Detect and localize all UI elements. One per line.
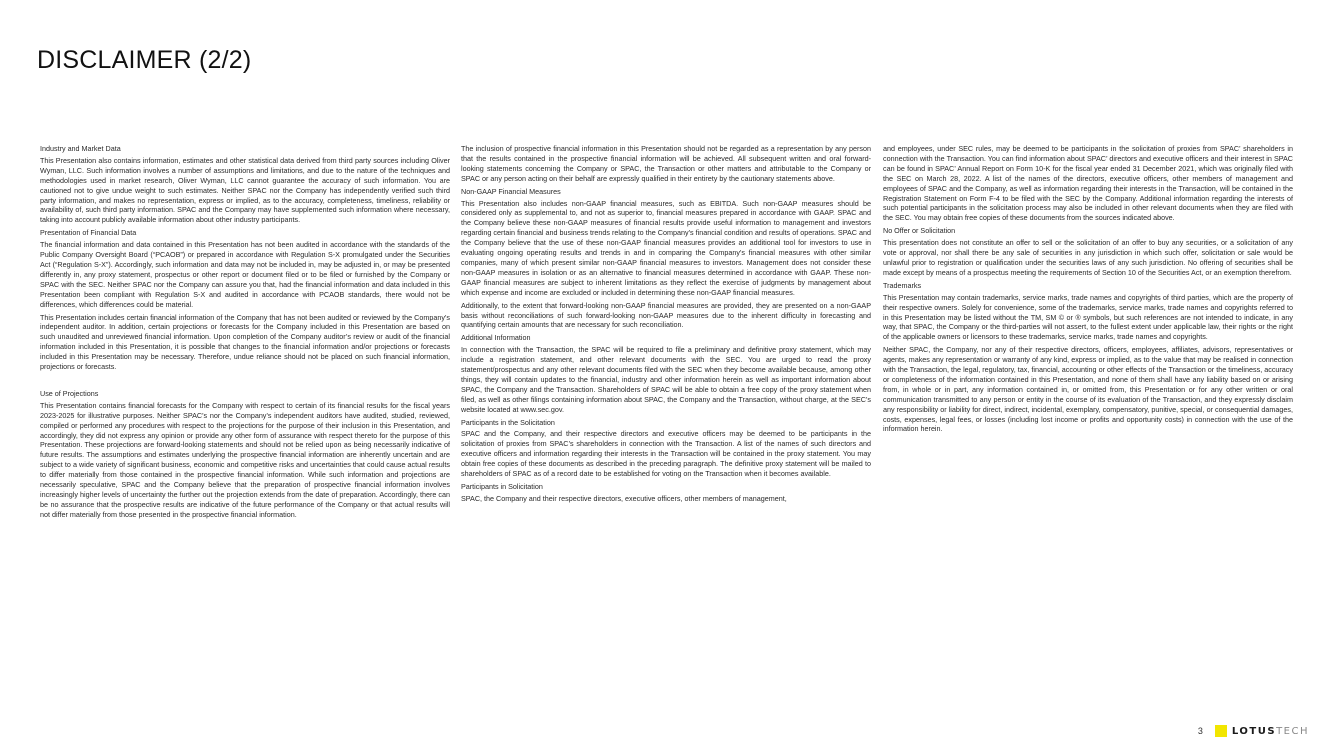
- section-heading-non-gaap: Non-GAAP Financial Measures: [461, 186, 561, 196]
- paragraph: Additionally, to the extent that forward-looking non-GAAP financial measures are provided, they are presented on a non-GAAP basis without reconciliations of such forward-looking non-GAAP measures due to the inherent difficulty in forecasting and quantifying certain amounts that are necessary for such reconciliation.: [461, 300, 871, 330]
- page-footer: [1198, 724, 1309, 738]
- paragraph: The inclusion of prospective financial information in this Presentation should not be regarded as a representation by any person that the results contained in the prospective financial information will be achieved. All subsequent written and oral forward-looking statements concerning the Company or SPAC, the Transaction or other matters and attributable to the Company or SPAC or any person acting on their behalf are expressly qualified in their entirety by the cautionary statements above.: [461, 144, 871, 183]
- logo-text-lotus: LOTUS: [1231, 725, 1277, 737]
- paragraph: Neither SPAC, the Company, nor any of their respective directors, officers, employees, affiliates, advisors, representatives or agents, makes any representation or warranty of any kind, express or implied, as to the value that may be realised in connection with the Transaction, the legal, regulatory, tax, financial, accounting or other effects of the Transaction or the timeliness, accuracy or completeness of the information contained in this Presentation, and none of them shall have any liability based on or arising from, in whole or in part, any information contained in, or omitted from, this Presentation or for any other written or oral communication transmitted to any person or entity in the course of its evaluation of the Transaction, and they expressly disclaim any responsibility or liability for direct, indirect, incidental, exemplary, compensatory, punitive, special, or consequential damages, costs, expenses, legal fees, or losses (including lost income or profits and opportunity costs) in connection with the use of the information herein.: [883, 345, 1293, 434]
- disclaimer-column-3: [883, 144, 1293, 437]
- paragraph: This Presentation contains financial forecasts for the Company with respect to certain of its financial results for the fiscal years 2023-2025 for illustrative purposes. Neither SPAC’s nor the Company’s independent auditors have audited, studied, reviewed, compiled or performed any procedures with respect to the projections for the purpose of their inclusion in this Presentation, and accordingly, they did not express any opinion or provide any other form of assurance with respect thereto for the purpose of this Presentation. These projections are forward-looking statements and should not be relied upon as being necessarily indicative of future results. The assumptions and estimates underlying the prospective financial information are inherently uncertain and are subject to a wide variety of significant business, economic and competitive risks and uncertainties that could cause actual results to differ materially from those contained in the prospective financial information. While such information and projections are necessarily speculative, SPAC and the Company believe that the preparation of prospective financial information involves increasingly higher levels of uncertainty the further out the projection extends from the date of preparation. Accordingly, there can be no assurance that the prospective results are indicative of the future performance of the Company or that actual results will not differ materially from those presented in the prospective financial information.: [40, 400, 450, 519]
- page-title: DISCLAIMER (2/2): [37, 46, 252, 74]
- paragraph: This presentation does not constitute an offer to sell or the solicitation of an offer to buy any securities, or a solicitation of any vote or approval, nor shall there be any sale of securities in any jurisdiction in which such offer, solicitation or sale would be unlawful prior to registration or qualification under the securities laws of any such jurisdiction. No offering of securities shall be made except by means of a prospectus meeting the requirements of Section 10 of the Securities Act, or an exemption therefrom.: [883, 238, 1293, 277]
- section-heading-participants-in-solicitation: Participants in Solicitation: [461, 482, 543, 491]
- section-heading-participants-in-the-solicitation: Participants in the Solicitation: [461, 417, 555, 427]
- section-heading-presentation-financial-data: Presentation of Financial Data: [40, 228, 137, 238]
- disclaimer-column-1: [40, 144, 450, 523]
- paragraph: This Presentation also contains information, estimates and other statistical data derived from third party sources including Oliver Wyman, LLC. Such information involves a number of assumptions and limitations, and due to the nature of the techniques and methodologies used in market research, Oliver Wyman, LLC cannot guarantee the accuracy of such information. You are cautioned not to give undue weight to such estimates. Neither SPAC nor the Company has independently verified such third party information, and makes no representation, express or implied, as to the accuracy, completeness, timeliness, reliability or availability of, such third party information. SPAC and the Company may have supplemented such information where necessary, taking into account publicly available information about other industry participants.: [40, 155, 450, 225]
- section-heading-no-offer: No Offer or Solicitation: [883, 226, 956, 236]
- section-heading-use-of-projections: Use of Projections: [40, 388, 99, 398]
- logo-text-tech: TECH: [1276, 725, 1309, 737]
- disclaimer-column-2: [461, 144, 871, 507]
- paragraph: and employees, under SEC rules, may be deemed to be participants in the solicitation of proxies from SPAC’ shareholders in connection with the Transaction. You can find information about SPAC’ directors and executive officers and their interest in SPAC can be found in SPAC’ Annual Report on Form 10-K for the fiscal year ended 31 December 2021, which was originally filed with the SEC on March 28, 2022. A list of the names of the directors, executive officers, other members of management and employees of SPAC and the Company, as well as information regarding their interests in the Transaction, will be contained in the Registration Statement on Form F-4 to be filed with the SEC by the Company. Additional information regarding the interests of such potential participants in the solicitation process may also be included in other relevant documents when they are filed with the SEC. You may obtain free copies of these documents from the sources indicated above.: [883, 144, 1293, 223]
- page-number: 3: [1197, 726, 1203, 736]
- lotus-tech-logo: [1215, 725, 1309, 737]
- paragraph: The financial information and data contained in this Presentation has not been audited in accordance with the standards of the Public Company Oversight Board (“PCAOB”) or prepared in accordance with Regulation S-X promulgated under the Securities Act (“Regulation S-X”). Accordingly, such information and data may not be included in, may be adjusted in, or may be presented differently in, any proxy statement, prospectus or other report or document filed or to be filed or furnished by the Company or SPAC with the SEC. Neither SPAC nor the Company can assure you that, had the financial information and data included in this Presentation been compliant with Regulation S-X and audited in accordance with PCAOB standards, there would not be differences, which differences could be material.: [40, 240, 450, 309]
- paragraph: SPAC, the Company and their respective directors, executive officers, other members of management,: [461, 493, 787, 503]
- section-spacer: [40, 375, 450, 389]
- logo-square-icon: [1215, 725, 1227, 737]
- paragraph: In connection with the Transaction, the SPAC will be required to file a preliminary and definitive proxy statement, which may include a registration statement, and other relevant documents with the SEC. You are urged to read the proxy statement/prospectus and any other relevant documents filed with the SEC when they become available because, among other things, they will contain updates to the financial, industry and other information herein as well as important information about SPAC, the Company and the Transaction. Shareholders of SPAC will be able to obtain a free copy of the proxy statement when filed, as well as other filings containing information about SPAC, the Company and the Transaction, without charge, at the SEC’s website located at www.sec.gov.: [461, 345, 871, 414]
- section-heading-additional-information: Additional Information: [461, 333, 531, 343]
- paragraph: This Presentation also includes non-GAAP financial measures, such as EBITDA. Such non-GAAP measures should be considered only as supplemental to, and not as superior to, financial measures prepared in accordance with GAAP. SPAC and the Company believe these non-GAAP measures of financial results provide useful information to management and investors regarding certain financial and business trends relating to the Company’s financial condition and results of operations. SPAC and the Company believe that the use of these non-GAAP financial measures provides an additional tool for investors to use in evaluating ongoing operating results and trends in and in comparing the Company’s financial measures with other similar companies, many of which present similar non-GAAP financial measures to investors. Management does not consider these non-GAAP measures in isolation or as an alternative to financial measures determined in accordance with GAAP. These non-GAAP financial measures are subject to inherent limitations as they reflect the exercise of judgments by management about which expense and income are excluded or included in determining these non-GAAP financial measures.: [461, 198, 871, 297]
- section-heading-industry-market-data: Industry and Market Data: [40, 144, 121, 153]
- section-heading-trademarks: Trademarks: [883, 280, 922, 290]
- paragraph: This Presentation may contain trademarks, service marks, trade names and copyrights of third parties, which are the property of their respective owners. Solely for convenience, some of the trademarks, service marks, trade names and copyrights referred to in this Presentation may be listed without the TM, SM © or ® symbols, but such references are not intended to indicate, in any way, that SPAC, the Company or the third-parties will not assert, to the fullest extent under applicable law, their rights or the right of the applicable owners or licensors to these trademarks, service marks, trade names and copyrights.: [883, 292, 1293, 342]
- paragraph: This Presentation includes certain financial information of the Company that has not been audited or reviewed by the Company’s independent auditor. In addition, certain projections or forecasts for the Company included in this Presentation are based on such unaudited and unreviewed financial information. Upon completion of the Company auditor’s review or audit of the financial information included in this Presentation, it is possible that changes to the financial information and/or projections or forecasts included in this Presentation may be necessary. Therefore, undue reliance should not be placed on such financial information, projections or forecasts.: [40, 312, 450, 372]
- paragraph: SPAC and the Company, and their respective directors and executive officers may be deemed to be participants in the solicitation of proxies from SPAC’s shareholders in connection with the Transaction. A list of the names of such directors and executive officers and information regarding their interests in the Transaction will be contained in the proxy statement. You may obtain free copies of these documents as described in the preceding paragraph. The definitive proxy statement will be mailed to shareholders of SPAC as of a record date to be established for voting on the Transaction when it becomes available.: [461, 429, 871, 479]
